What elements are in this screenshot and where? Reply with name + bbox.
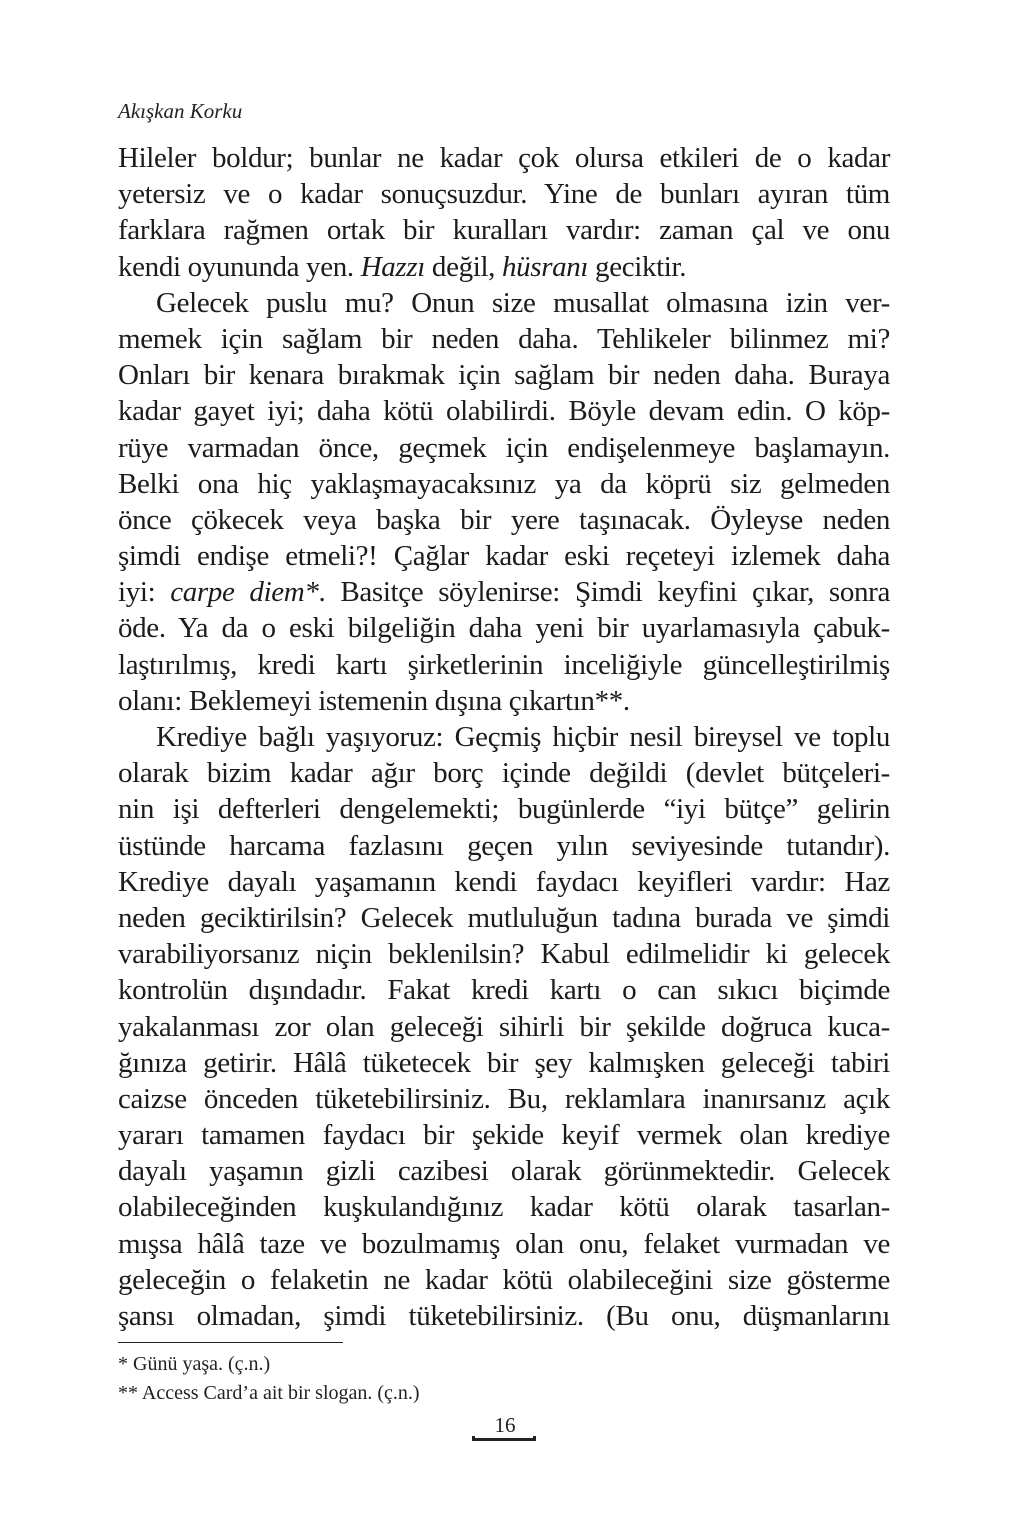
italic-text: Hazzı	[360, 250, 426, 283]
text-line	[118, 321, 890, 357]
running-header: Akışkan Korku	[118, 99, 243, 123]
text-segment: laştırılmış, kredi kartı şirketlerinin inceliğiyle güncelleştirilmiş	[118, 648, 890, 681]
text-line	[118, 1081, 890, 1117]
text-line	[118, 393, 890, 429]
text-line	[118, 1009, 890, 1045]
text-line	[118, 1226, 890, 1262]
text-segment: . Basitçe söylenirse: Şimdi keyfini çıkar, sonra	[318, 576, 890, 609]
text-line	[118, 140, 890, 176]
text-segment: Krediye bağlı yaşıyoruz: Geçmiş hiçbir nesil bireysel ve toplu	[156, 721, 890, 753]
text-line	[118, 791, 890, 827]
text-segment: kadar gayet iyi; daha kötü olabilirdi. Böyle devam edin. O köp-	[118, 395, 890, 428]
text-segment: geleceğin o felaketin ne kadar kötü olabileceğini size gösterme	[118, 1263, 890, 1296]
text-line	[118, 755, 890, 791]
text-segment: üstünde harcama fazlasını geçen yılın seviyesinde tutandır).	[118, 829, 890, 862]
text-segment: yararı tamamen faydacı bir şekide keyif vermek olan krediye	[118, 1119, 890, 1152]
text-segment: varabiliyorsanız niçin beklenilsin? Kabul edilmelidir ki gelecek	[118, 938, 890, 971]
text-segment: iyi:	[118, 576, 171, 609]
text-segment: önce çökecek veya başka bir yere taşınacak. Öyleyse neden	[118, 503, 890, 536]
text-segment: mışsa hâlâ taze ve bozulmamış olan onu, felaket vurmadan ve	[118, 1227, 890, 1260]
text-line	[118, 610, 890, 646]
text-line	[118, 828, 890, 864]
footnote-1: * Günü yaşa. (ç.n.)	[118, 1353, 271, 1375]
text-line	[118, 647, 890, 683]
text-segment: Belki ona hiç yaklaşmayacaksınız ya da köprü siz gelmeden	[118, 467, 890, 500]
text-line	[118, 249, 890, 285]
footnote-divider	[118, 1342, 343, 1343]
text-line	[118, 430, 890, 466]
text-line	[118, 357, 890, 393]
text-line	[118, 502, 890, 538]
text-segment: nin işi defterleri dengelemekti; bugünlerde “iyi bütçe” gelirin	[118, 793, 890, 826]
text-segment: olarak bizim kadar ağır borç içinde değildi (devlet bütçeleri-	[118, 757, 890, 790]
text-line	[118, 1189, 890, 1225]
text-segment: geciktir.	[588, 250, 687, 283]
text-segment: öde. Ya da o eski bilgeliğin daha yeni bir uyarlamasıyla çabuk-	[118, 612, 890, 645]
text-line	[118, 864, 890, 900]
text-segment: kontrolün dışındadır. Fakat kredi kartı o can sıkıcı biçimde	[118, 974, 890, 1007]
text-line	[118, 1117, 890, 1153]
text-segment: memek için sağlam bir neden daha. Tehlikeler bilinmez mi?	[118, 322, 890, 355]
text-line	[118, 1045, 890, 1081]
italic-text: carpe diem*	[170, 576, 319, 609]
text-line	[118, 936, 890, 972]
text-line	[118, 212, 890, 248]
text-line	[118, 1153, 890, 1189]
text-segment: dayalı yaşamın gizli cazibesi olarak görünmektedir. Gelecek	[118, 1155, 890, 1188]
footnote-2: ** Access Card’a ait bir slogan. (ç.n.)	[118, 1382, 420, 1404]
footnotes	[118, 1350, 420, 1408]
text-segment: olabileceğinden kuşkulandığınız kadar kötü olarak tasarlan-	[118, 1191, 890, 1224]
text-segment: ğınıza getirir. Hâlâ tüketecek bir şey kalmışken geleceği tabiri	[118, 1046, 890, 1079]
text-line	[118, 176, 890, 212]
text-line	[118, 574, 890, 610]
text-segment: Krediye dayalı yaşamanın kendi faydacı keyifleri vardır: Haz	[118, 865, 890, 898]
text-segment: farklara rağmen ortak bir kuralları vardır: zaman çal ve onu	[118, 214, 890, 247]
text-segment: Onları bir kenara bırakmak için sağlam bir neden daha. Buraya	[118, 359, 890, 392]
text-segment: şansı olmadan, şimdi tüketebilirsiniz. (Bu onu, düşmanlarını	[118, 1300, 890, 1332]
text-line	[118, 972, 890, 1008]
page-number-bracket	[472, 1436, 536, 1441]
text-line	[118, 538, 890, 574]
text-segment: rüye varmadan önce, geçmek için endişelenmeye başlamayın.	[118, 431, 890, 464]
text-segment: yetersiz ve o kadar sonuçsuzdur. Yine de bunları ayıran tüm	[118, 178, 890, 211]
text-line	[118, 683, 890, 719]
text-segment: şimdi endişe etmeli?! Çağlar kadar eski reçeteyi izlemek daha	[118, 540, 890, 573]
text-line	[118, 1262, 890, 1298]
text-segment: kendi oyununda yen.	[118, 250, 361, 283]
page-number: 16	[494, 1413, 516, 1437]
page-number-block	[472, 1413, 538, 1443]
text-line	[118, 900, 890, 936]
text-line	[118, 285, 890, 321]
text-line	[118, 719, 890, 755]
text-line	[118, 1298, 890, 1334]
text-segment: olanı: Beklemeyi istemenin dışına çıkartın**.	[118, 684, 630, 717]
text-line	[118, 466, 890, 502]
body-text	[118, 140, 890, 1334]
text-segment: caizse önceden tüketebilirsiniz. Bu, reklamlara inanırsanız açık	[118, 1082, 890, 1115]
text-segment: Gelecek puslu mu? Onun size musallat olmasına izin ver-	[156, 286, 890, 319]
italic-text: hüsranı	[501, 250, 589, 283]
text-segment: yakalanması zor olan geleceği sihirli bir şekilde doğruca kuca-	[118, 1010, 890, 1043]
text-segment: neden geciktirilsin? Gelecek mutluluğun tadına burada ve şimdi	[118, 901, 890, 934]
text-segment: Hileler boldur; bunlar ne kadar çok olursa etkileri de o kadar	[118, 142, 890, 174]
text-segment: değil,	[425, 250, 502, 283]
